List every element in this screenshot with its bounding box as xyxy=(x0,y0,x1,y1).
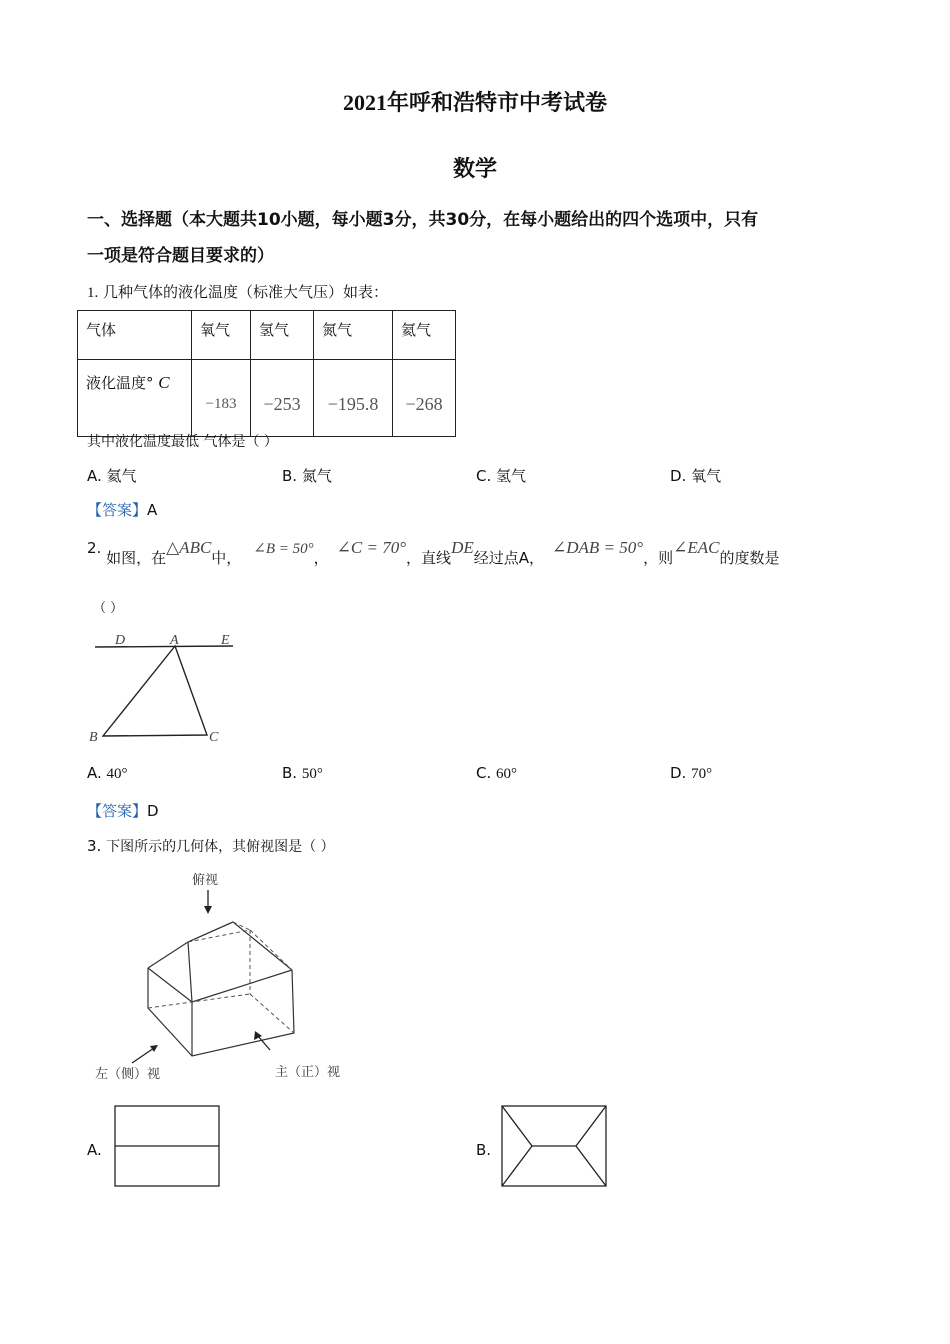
option-label: D. xyxy=(670,764,687,782)
label-e: E xyxy=(221,633,230,648)
q1-followup: 其中液化温度最低 气体是（ ） xyxy=(87,434,278,450)
q2-option-c[interactable] xyxy=(476,764,517,783)
q3-text: 下图所示的几何体，其俯视图是（ ） xyxy=(106,839,335,855)
triangle-abc xyxy=(103,646,207,736)
q2-answer xyxy=(87,800,159,821)
option-label: A. xyxy=(87,467,102,485)
row-label-var: C xyxy=(158,373,170,392)
option-text: 氦气 xyxy=(106,467,137,485)
table-row-label xyxy=(78,360,192,437)
q3-option-a-label[interactable]: A. xyxy=(87,1141,102,1159)
section-heading-line2: 一项是符合题目要求的） xyxy=(87,246,274,266)
q2-option-d[interactable] xyxy=(670,764,712,783)
table-header-cell: 氦气 xyxy=(393,311,456,360)
option-text: 40° xyxy=(106,766,128,782)
q1-number: 1. xyxy=(87,285,99,301)
option-label: B. xyxy=(282,467,298,485)
arrow-top-head xyxy=(204,906,212,914)
q2-text: 经过点A， xyxy=(473,549,544,567)
page-title: 2021年呼和浩特市中考试卷 xyxy=(342,90,607,115)
table-row xyxy=(78,360,456,437)
table-header-cell: 氮气 xyxy=(314,311,393,360)
option-label: D. xyxy=(670,467,687,485)
q2-math: ∠B = 50° xyxy=(253,541,314,557)
option-text: 氧气 xyxy=(691,467,722,485)
diag-line xyxy=(502,1146,532,1186)
option-text: 60° xyxy=(496,766,518,782)
q2-text: 如图，在 xyxy=(106,549,167,567)
q2-paren: （ ） xyxy=(93,601,124,616)
q2-math: △ABC xyxy=(166,538,212,557)
q1-option-c[interactable] xyxy=(476,465,526,486)
table-cell: −195.8 xyxy=(314,360,393,437)
q2-text: 中， xyxy=(211,549,242,567)
label-d: D xyxy=(115,633,126,648)
q2-math: DE xyxy=(451,538,474,557)
label-top-view: 俯视 xyxy=(192,873,219,888)
table-header-cell: 氢气 xyxy=(251,311,314,360)
q1-option-d[interactable] xyxy=(670,465,721,486)
arrow-left xyxy=(132,1048,154,1063)
q1-answer xyxy=(87,499,157,520)
table-cell: −183 xyxy=(192,360,251,437)
table-cell: −268 xyxy=(393,360,456,437)
q3-option-b-figure[interactable] xyxy=(500,1104,610,1190)
q2-option-b[interactable] xyxy=(282,764,323,783)
table-header-cell: 气体 xyxy=(78,311,192,360)
table-header-row xyxy=(78,311,456,360)
answer-tag: 【答案】 xyxy=(87,501,148,519)
diag-line xyxy=(576,1146,606,1186)
option-label: C. xyxy=(476,764,492,782)
q2-text: 的度数是 xyxy=(719,549,780,567)
option-label: B. xyxy=(282,764,298,782)
answer-tag: 【答案】 xyxy=(87,802,148,820)
label-front-view: 主（正）视 xyxy=(275,1065,341,1080)
q2-text: ，直线 xyxy=(406,549,452,567)
solid-edges xyxy=(148,922,294,1056)
label-c: C xyxy=(209,730,219,745)
arrow-front xyxy=(258,1036,270,1050)
q1-text: 几种气体的液化温度（标准大气压）如表： xyxy=(103,283,389,301)
diag-line xyxy=(502,1106,532,1146)
label-left-view: 左（侧）视 xyxy=(95,1067,161,1082)
label-a: A xyxy=(170,633,179,648)
row-label-text: 液化温度° xyxy=(86,374,154,392)
hidden-edges xyxy=(148,922,294,1033)
q1-table xyxy=(77,310,456,437)
q3-solid-figure xyxy=(90,868,370,1083)
q3-option-b-label[interactable]: B. xyxy=(476,1141,492,1159)
option-text: 50° xyxy=(301,766,323,782)
q1-option-b[interactable] xyxy=(282,465,332,486)
q3-number: 3. xyxy=(87,837,102,855)
table-header-cell: 氧气 xyxy=(192,311,251,360)
subject-title: 数学 xyxy=(452,157,497,182)
option-label: C. xyxy=(476,467,492,485)
arrow-left-head xyxy=(150,1045,158,1052)
q3-option-a-figure[interactable] xyxy=(113,1104,223,1190)
q1-option-a[interactable] xyxy=(87,465,137,486)
q2-option-a[interactable] xyxy=(87,764,128,783)
option-text: 氢气 xyxy=(496,467,527,485)
q2-text: ，则 xyxy=(643,549,674,567)
q1-stem xyxy=(87,281,388,302)
q3-stem xyxy=(87,836,335,856)
option-text: 氮气 xyxy=(301,467,332,485)
option-label: A. xyxy=(87,764,102,782)
q2-triangle-figure xyxy=(85,625,245,755)
q2-math: ∠DAB = 50° xyxy=(552,538,644,557)
q2-stem xyxy=(87,537,780,567)
answer-value: D xyxy=(147,802,159,820)
diag-line xyxy=(576,1106,606,1146)
q2-math: ∠EAC xyxy=(673,538,720,557)
table-cell: −253 xyxy=(251,360,314,437)
answer-value: A xyxy=(147,501,158,519)
q2-math: ∠C = 70° xyxy=(336,538,407,557)
q2-text: ， xyxy=(313,549,329,567)
q2-number: 2. xyxy=(87,539,102,557)
section-heading-line1: 一、选择题（本大题共10小题，每小题3分，共30分，在每小题给出的四个选项中，只有 xyxy=(87,210,759,230)
option-text: 70° xyxy=(691,766,713,782)
label-b: B xyxy=(89,730,98,745)
